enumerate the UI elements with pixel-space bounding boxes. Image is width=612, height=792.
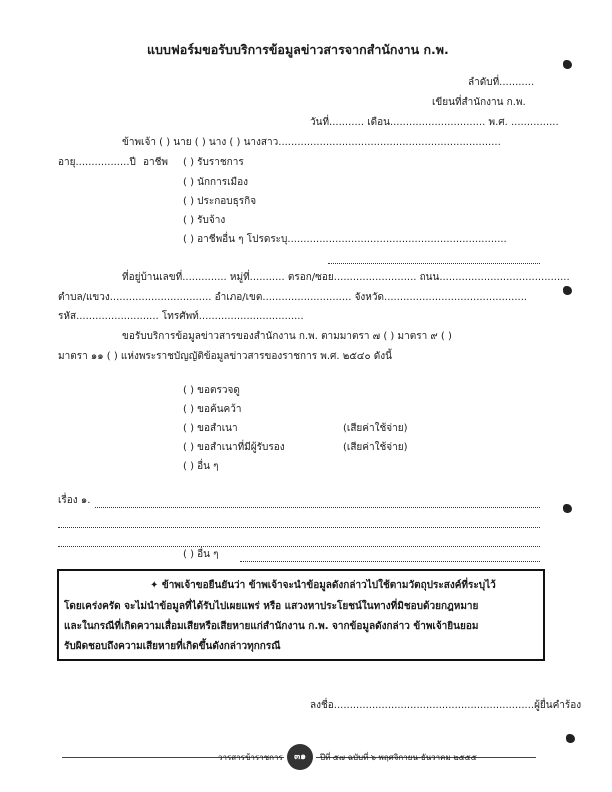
declaration-line: โดยเคร่งครัด จะไม่นำข้อมูลที่ได้รับไปเผยแพร่ หรือ แสวงหาประโยชน์ในทางที่มิชอบด้วยกฎหมาย bbox=[64, 601, 479, 612]
other-option: ( ) อื่น ๆ bbox=[183, 549, 219, 560]
request-line-2: มาตรา ๑๑ ( ) แห่งพระราชบัญญัติข้อมูลข่าวสารของราชการ พ.ศ. ๒๕๔๐ ดังนี้ bbox=[58, 351, 392, 362]
occupation-option: ( ) รับราชการ bbox=[183, 157, 244, 168]
scan-mark bbox=[566, 734, 575, 743]
declaration-line: และในกรณีที่เกิดความเสื่อมเสียหรือเสียหายแก่สำนักงาน ก.พ. จากข้อมูลดังกล่าว ข้าพเจ้ายินยอม bbox=[64, 621, 479, 632]
request-line-1: ขอรับบริการข้อมูลข่าวสารของสำนักงาน ก.พ. ตามมาตรา ๗ ( ) มาตรา ๙ ( ) bbox=[122, 331, 452, 342]
occupation-label: อาชีพ bbox=[143, 157, 168, 168]
subject-rule bbox=[58, 527, 540, 528]
address-line-1: ที่อยู่บ้านเลขที่.............. หมู่ที่........... ตรอก/ซอย.......................... ถนน......................................... bbox=[122, 272, 570, 283]
subject-rule bbox=[58, 546, 540, 547]
address-line-3: รหัส.......................... โทรศัพท์................................. bbox=[58, 311, 304, 322]
scan-mark bbox=[563, 60, 572, 69]
footer-issue-info: ปีที่ ๕๗ ฉบับที่ ๖ พฤศจิกายน-ธันวาคม ๒๕๕๕ bbox=[320, 753, 477, 762]
occupation-option: ( ) รับจ้าง bbox=[183, 215, 226, 226]
service-option: ( ) ขอสำเนาที่มีผู้รับรอง bbox=[183, 442, 285, 453]
footer-journal-name: วารสารข้าราชการ bbox=[218, 753, 283, 762]
occupation-option: ( ) ประกอบธุรกิจ bbox=[183, 196, 257, 207]
other-rule bbox=[240, 561, 540, 562]
occupation-option: ( ) อาชีพอื่น ๆ โปรดระบุ..................................................................... bbox=[183, 234, 507, 245]
scan-mark bbox=[563, 286, 572, 295]
service-option: ( ) ขอสำเนา bbox=[183, 423, 238, 434]
occupation-continuation-rule bbox=[328, 263, 540, 264]
signature-line: ลงชื่อ...............................................................ผู้ยื่นคำร้อง bbox=[310, 700, 582, 711]
declaration-line: รับผิดชอบถึงความเสียหายที่เกิดขึ้นดังกล่าวทุกกรณี bbox=[64, 641, 281, 652]
date-line: วันที่........... เดือน.............................. พ.ศ. ............... bbox=[310, 117, 559, 128]
written-at: เขียนที่สำนักงาน ก.พ. bbox=[432, 97, 526, 108]
occupation-option: ( ) นักการเมือง bbox=[183, 177, 248, 188]
address-line-2: ตำบล/แขวง................................ อำเภอ/เขต............................ จังหวัด............................................. bbox=[58, 292, 528, 303]
service-option: ( ) ขอค้นคว้า bbox=[183, 404, 242, 415]
subject-rule bbox=[95, 507, 540, 508]
age-field: อายุ.................ปี bbox=[58, 157, 136, 168]
service-option: ( ) อื่น ๆ bbox=[183, 461, 219, 472]
subject-label: เรื่อง ๑. bbox=[58, 495, 91, 506]
sequence-number: ลำดับที่........... bbox=[468, 77, 535, 88]
fee-note: (เสียค่าใช้จ่าย) bbox=[343, 442, 408, 453]
declaration-line: ✦ ข้าพเจ้าขอยืนยันว่า ข้าพเจ้าจะนำข้อมูลดังกล่าวไปใช้ตามวัตถุประสงค์ที่ระบุไว้ bbox=[150, 580, 496, 591]
applicant-name-line: ข้าพเจ้า ( ) นาย ( ) นาง ( ) นางสาว...................................................................... bbox=[122, 137, 501, 148]
fee-note: (เสียค่าใช้จ่าย) bbox=[343, 423, 408, 434]
page-number: ๓๑ bbox=[287, 744, 313, 770]
scan-mark bbox=[563, 504, 572, 513]
form-title: แบบฟอร์มขอรับบริการข้อมูลข่าวสารจากสำนักงาน ก.พ. bbox=[147, 42, 449, 57]
service-option: ( ) ขอตรวจดู bbox=[183, 385, 240, 396]
